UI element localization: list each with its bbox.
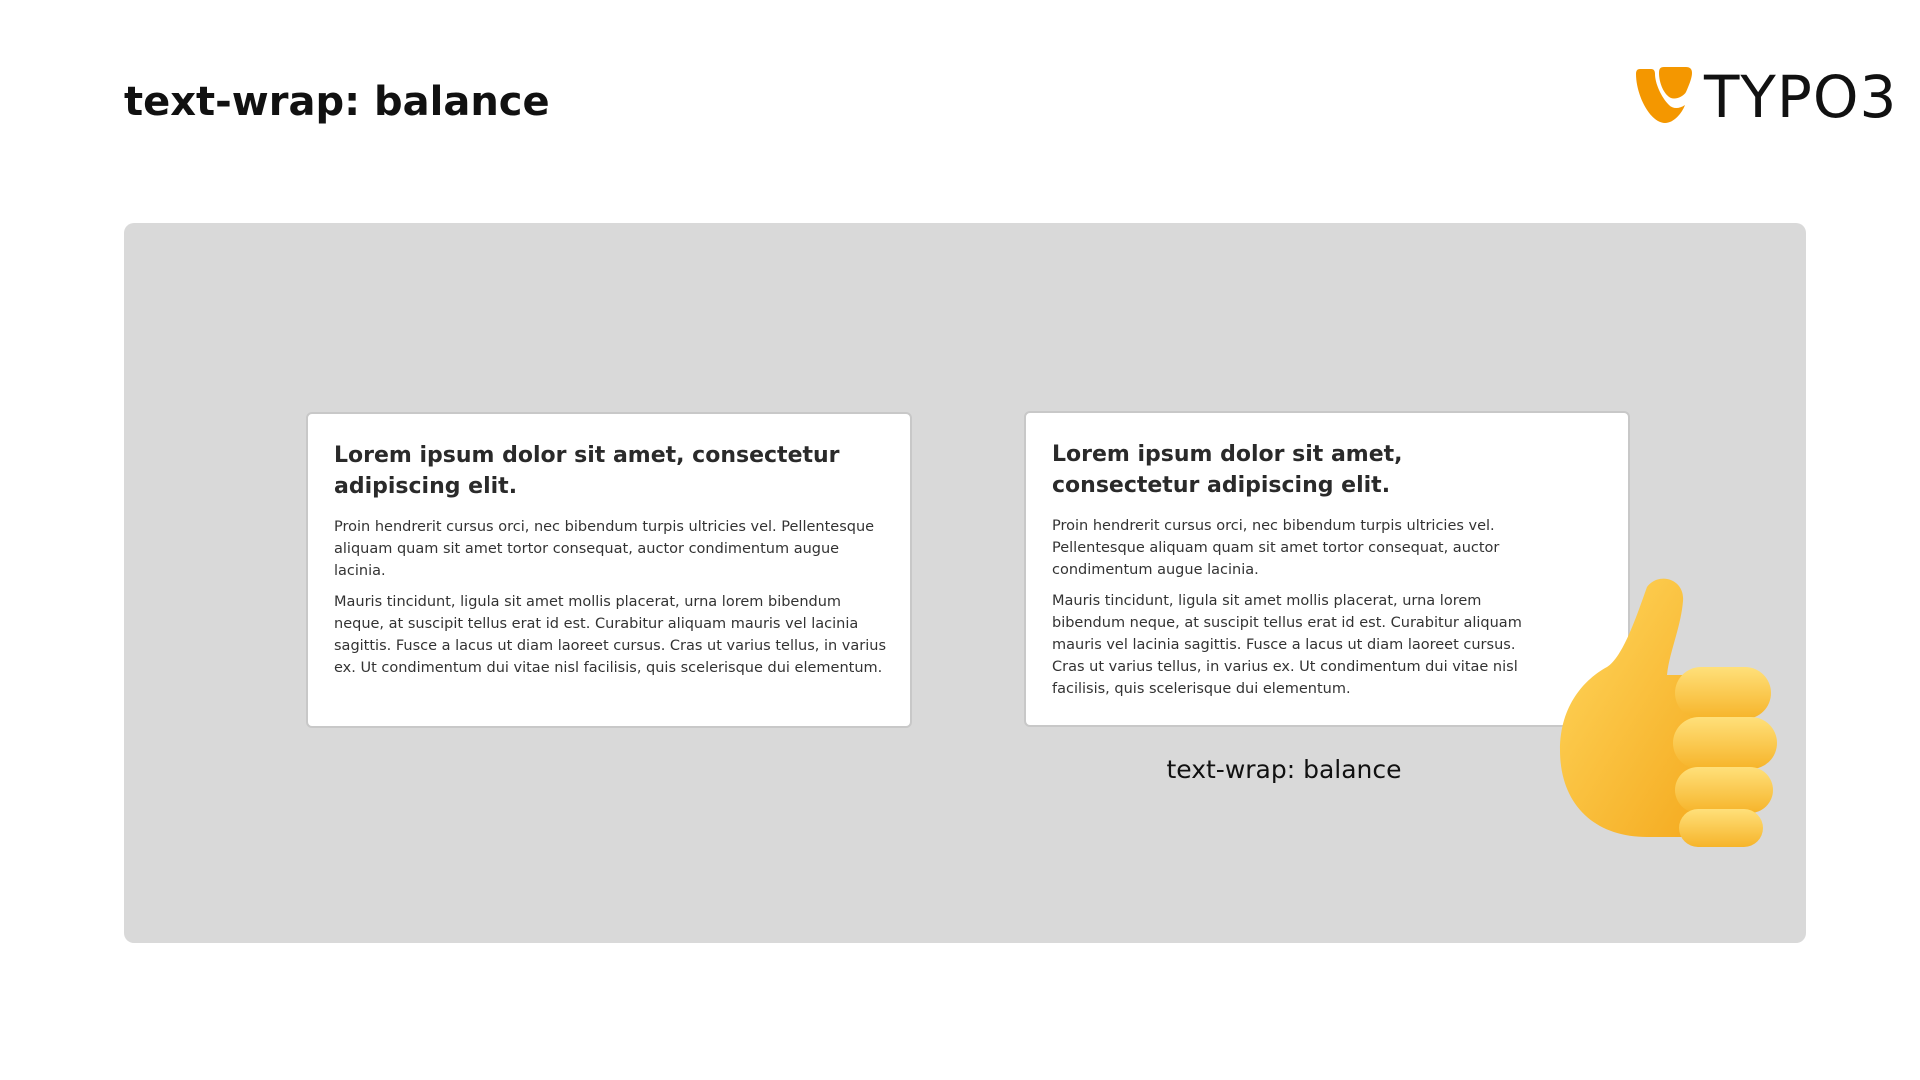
card-paragraph: Proin hendrerit cursus orci, nec bibendum turpis ultricies vel. Pellentesque aliquam quam sit amet tortor consequat, auctor condimentum augue lacinia.	[1052, 518, 1500, 578]
typo3-logo-icon	[1634, 65, 1694, 125]
demo-panel	[124, 223, 1806, 943]
card-paragraph: Mauris tincidunt, ligula sit amet mollis placerat, urna lorem bibendum neque, at suscipit tellus erat id est. Curabitur aliquam mauris vel lacinia sagittis. Fusce a lacus ut diam laoreet cursus. Cras ut varius tellus, in varius ex. Ut condimentum dui vitae nisl facilisis, quis scelerisque dui elementum.	[1052, 593, 1522, 697]
card-balanced-wrap	[1024, 411, 1630, 727]
slide-title: text-wrap: balance	[124, 79, 550, 125]
card-paragraph: Mauris tincidunt, ligula sit amet mollis placerat, urna lorem bibendum neque, at suscipit tellus erat id est. Curabitur aliquam mauris vel lacinia sagittis. Fusce a lacus ut diam laoreet cursus. Cras ut varius tellus, in varius ex. Ut condimentum dui vitae nisl facilisis, quis scelerisque dui elementum.	[334, 594, 886, 676]
typo3-logo	[1634, 62, 1898, 132]
card-heading: Lorem ipsum dolor sit amet, consectetur adipiscing elit.	[334, 443, 840, 499]
card-caption: text-wrap: balance	[1166, 755, 1402, 784]
thumbs-up-icon	[1555, 575, 1785, 855]
card-paragraph: Proin hendrerit cursus orci, nec bibendum turpis ultricies vel. Pellentesque aliquam quam sit amet tortor consequat, auctor condimentum augue lacinia.	[334, 519, 875, 579]
card-heading: Lorem ipsum dolor sit amet, consectetur adipiscing elit.	[1052, 442, 1403, 498]
typo3-logo-text: TYPO3	[1704, 63, 1898, 131]
card-default-wrap	[306, 412, 912, 728]
